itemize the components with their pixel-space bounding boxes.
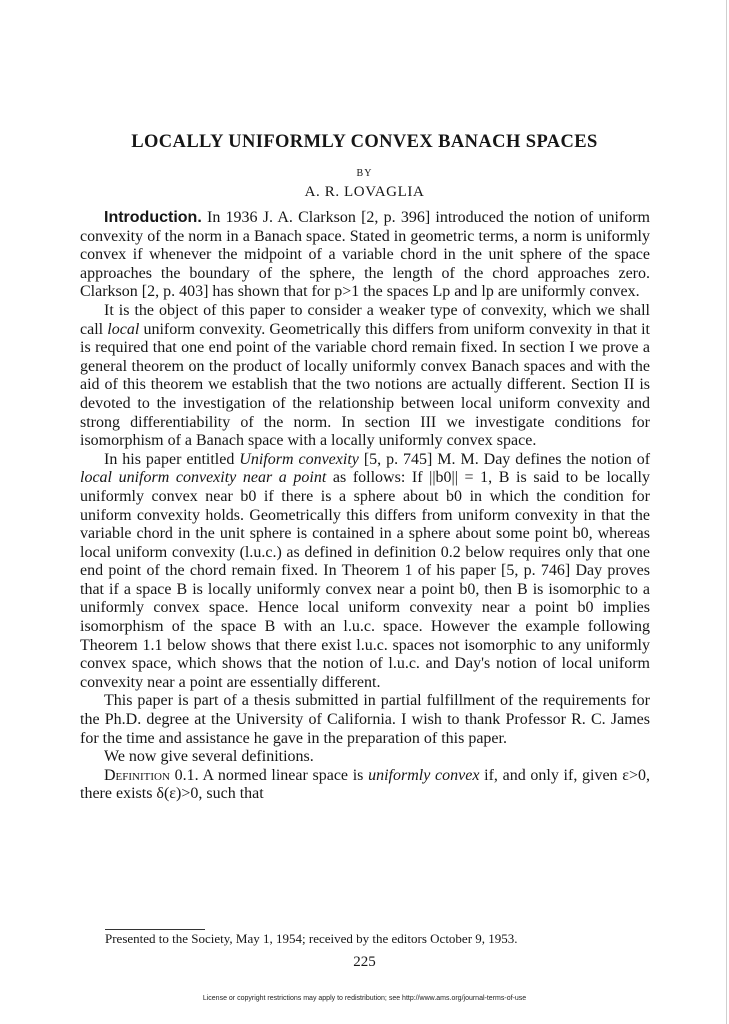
paragraph-definition-0-1 bbox=[80, 767, 650, 804]
introduction-heading: Introduction. bbox=[104, 209, 202, 226]
emphasis-text: Uniform convexity bbox=[239, 450, 359, 468]
paragraph-objective bbox=[80, 302, 650, 451]
paper-title: LOCALLY UNIFORMLY CONVEX BANACH SPACES bbox=[131, 132, 598, 152]
paragraph-text: uniform convexity. Geometrically this differs from uniform convexity in that it is required that one end point of the variable chord remain fixed. In section I we prove a general theorem on the product of locally uniformly convex Banach spaces and with the aid of this theorem we establish that the two notions are actually different. Section II is devoted to the investigation of the relationship between local uniform convexity and strong differentiability of the norm. In section III we investigate conditions for isomorphism of a Banach space with a locally uniformly convex space. bbox=[80, 320, 651, 450]
author-name: A. R. LOVAGLIA bbox=[304, 184, 425, 200]
license-notice: License or copyright restrictions may apply to redistribution; see http://www.ams.org/journal-terms-of-use bbox=[202, 995, 527, 1002]
introduction-text: In 1936 J. A. Clarkson [2, p. 396] introduced the notion of uniform convexity of the norm in a Banach space. Stated in geometric terms, a norm is uniformly convex if whenever the midpoint of a variable chord in the unit sphere of the space approaches the boundary of the sphere, the length of the chord approaches zero. Clarkson [2, p. 403] has shown that for p>1 the spaces Lp and lp are uniformly convex. bbox=[80, 209, 650, 301]
emphasis-text: uniformly convex bbox=[368, 766, 480, 784]
paragraph-day bbox=[80, 451, 650, 693]
footnote-divider bbox=[105, 929, 205, 930]
definition-label: Definition bbox=[104, 766, 170, 784]
page-number: 225 bbox=[353, 954, 376, 970]
paragraph-text: if, and only if, given ε>0, there exists δ(ε)>0, such that bbox=[80, 766, 650, 803]
paragraph-text: In his paper entitled bbox=[104, 450, 240, 468]
byline-label: BY bbox=[356, 168, 373, 179]
paragraph-thesis: This paper is part of a thesis submitted in partial fulfillment of the requirements for the Ph.D. degree at the University of California. I wish to thank Professor R. C. James for the time and assistance he gave in the preparation of this paper. bbox=[80, 692, 650, 747]
footnote: Presented to the Society, May 1, 1954; received by the editors October 9, 1953. bbox=[105, 931, 518, 946]
paragraph-text: [5, p. 745] M. M. Day defines the notion of bbox=[358, 450, 651, 468]
emphasis-text: local bbox=[107, 320, 140, 338]
paragraph-text: 0.1. A normed linear space is bbox=[169, 766, 369, 784]
paragraph-text: It is the object of this paper to consider a weaker type of convexity, which we shall call bbox=[80, 301, 650, 338]
paragraph-introduction bbox=[80, 209, 650, 302]
paragraph-definitions-intro: We now give several definitions. bbox=[104, 748, 314, 766]
emphasis-text: local uniform convexity near a point bbox=[80, 469, 327, 487]
paragraph-text: as follows: If ||b0|| = 1, B is said to be locally uniformly convex near b0 if there is a sphere about b0 in which the condition for uniform convexity holds. Geometrically this differs from uniform convexity in that the variable chord in the unit sphere is contained in a sphere about some point b0, whereas local uniform convexity (l.u.c.) as defined in definition 0.2 below requires only that one end point of the chord remain fixed. In Theorem 1 of his paper [5, p. 746] Day proves that if a space B is locally uniformly convex near a point b0, then B is isomorphic to a uniformly convex space. Hence local uniform convexity near a point b0 implies isomorphism of the space B with an l.u.c. space. However the example following Theorem 1.1 below shows that there exist l.u.c. spaces not isomorphic to any uniformly convex space, which shows that the notion of l.u.c. and Day's notion of local uniform convexity near a point are essentially different. bbox=[80, 469, 651, 691]
body-text bbox=[80, 209, 650, 804]
page-edge-line bbox=[726, 0, 727, 1024]
